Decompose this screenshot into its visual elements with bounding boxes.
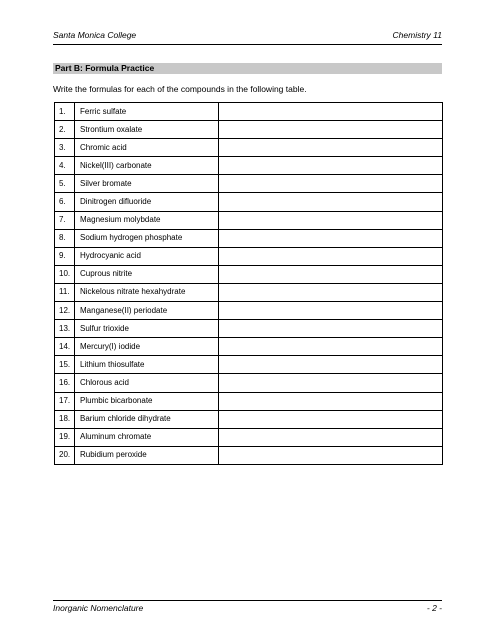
page-number: - 2 - [426,603,442,613]
formula-answer-cell[interactable] [219,283,443,301]
table-row [55,356,443,374]
row-number: 20. [55,446,75,464]
formula-answer-cell[interactable] [219,103,443,121]
table-row [55,374,443,392]
formula-answer-cell[interactable] [219,157,443,175]
footer-divider [53,600,442,601]
row-number: 13. [55,320,75,338]
formula-answer-cell[interactable] [219,302,443,320]
compound-name: Silver bromate [75,175,219,193]
table-row [55,211,443,229]
instructions-text: Write the formulas for each of the compounds in the following table. [53,84,307,94]
compound-name: Cuprous nitrite [75,265,219,283]
compound-name: Dinitrogen difluoride [75,193,219,211]
formula-answer-cell[interactable] [219,392,443,410]
formula-answer-cell[interactable] [219,446,443,464]
table-row [55,446,443,464]
compound-name: Magnesium molybdate [75,211,219,229]
table-row [55,157,443,175]
compound-name: Nickelous nitrate hexahydrate [75,283,219,301]
compound-name: Mercury(I) iodide [75,338,219,356]
compound-name: Chlorous acid [75,374,219,392]
row-number: 12. [55,302,75,320]
compound-name: Rubidium peroxide [75,446,219,464]
table-row [55,139,443,157]
table-row [55,428,443,446]
row-number: 15. [55,356,75,374]
compound-name: Strontium oxalate [75,121,219,139]
header-institution: Santa Monica College [53,30,137,40]
table-row [55,302,443,320]
row-number: 9. [55,247,75,265]
formula-answer-cell[interactable] [219,410,443,428]
formula-answer-cell[interactable] [219,374,443,392]
row-number: 14. [55,338,75,356]
compound-name: Plumbic bicarbonate [75,392,219,410]
header-course: Chemistry 11 [392,30,442,40]
footer-topic: Inorganic Nomenclature [53,603,144,613]
section-title: Part B: Formula Practice [53,63,442,74]
formula-answer-cell[interactable] [219,356,443,374]
formula-answer-cell[interactable] [219,265,443,283]
formula-answer-cell[interactable] [219,428,443,446]
table-row [55,193,443,211]
row-number: 4. [55,157,75,175]
page-header [53,30,442,42]
row-number: 16. [55,374,75,392]
row-number: 11. [55,283,75,301]
formula-answer-cell[interactable] [219,229,443,247]
compound-name: Ferric sulfate [75,103,219,121]
row-number: 1. [55,103,75,121]
compound-name: Barium chloride dihydrate [75,410,219,428]
row-number: 8. [55,229,75,247]
row-number: 6. [55,193,75,211]
formula-answer-cell[interactable] [219,320,443,338]
formula-answer-cell[interactable] [219,193,443,211]
compound-name: Sodium hydrogen phosphate [75,229,219,247]
formula-answer-cell[interactable] [219,121,443,139]
table-row [55,283,443,301]
formula-answer-cell[interactable] [219,139,443,157]
row-number: 19. [55,428,75,446]
table-row [55,392,443,410]
table-row [55,103,443,121]
compound-name: Hydrocyanic acid [75,247,219,265]
page-footer [53,603,442,615]
formula-answer-cell[interactable] [219,247,443,265]
table-row [55,247,443,265]
table-row [55,320,443,338]
row-number: 17. [55,392,75,410]
compound-name: Aluminum chromate [75,428,219,446]
header-divider [53,44,442,45]
compound-name: Manganese(II) periodate [75,302,219,320]
table-row [55,121,443,139]
row-number: 3. [55,139,75,157]
formula-table [54,102,443,465]
formula-answer-cell[interactable] [219,338,443,356]
table-row [55,410,443,428]
compound-name: Sulfur trioxide [75,320,219,338]
table-row [55,229,443,247]
table-row [55,338,443,356]
table-row [55,265,443,283]
row-number: 18. [55,410,75,428]
row-number: 7. [55,211,75,229]
row-number: 5. [55,175,75,193]
compound-name: Chromic acid [75,139,219,157]
row-number: 10. [55,265,75,283]
formula-answer-cell[interactable] [219,175,443,193]
formula-answer-cell[interactable] [219,211,443,229]
row-number: 2. [55,121,75,139]
compound-name: Nickel(III) carbonate [75,157,219,175]
compound-name: Lithium thiosulfate [75,356,219,374]
table-row [55,175,443,193]
